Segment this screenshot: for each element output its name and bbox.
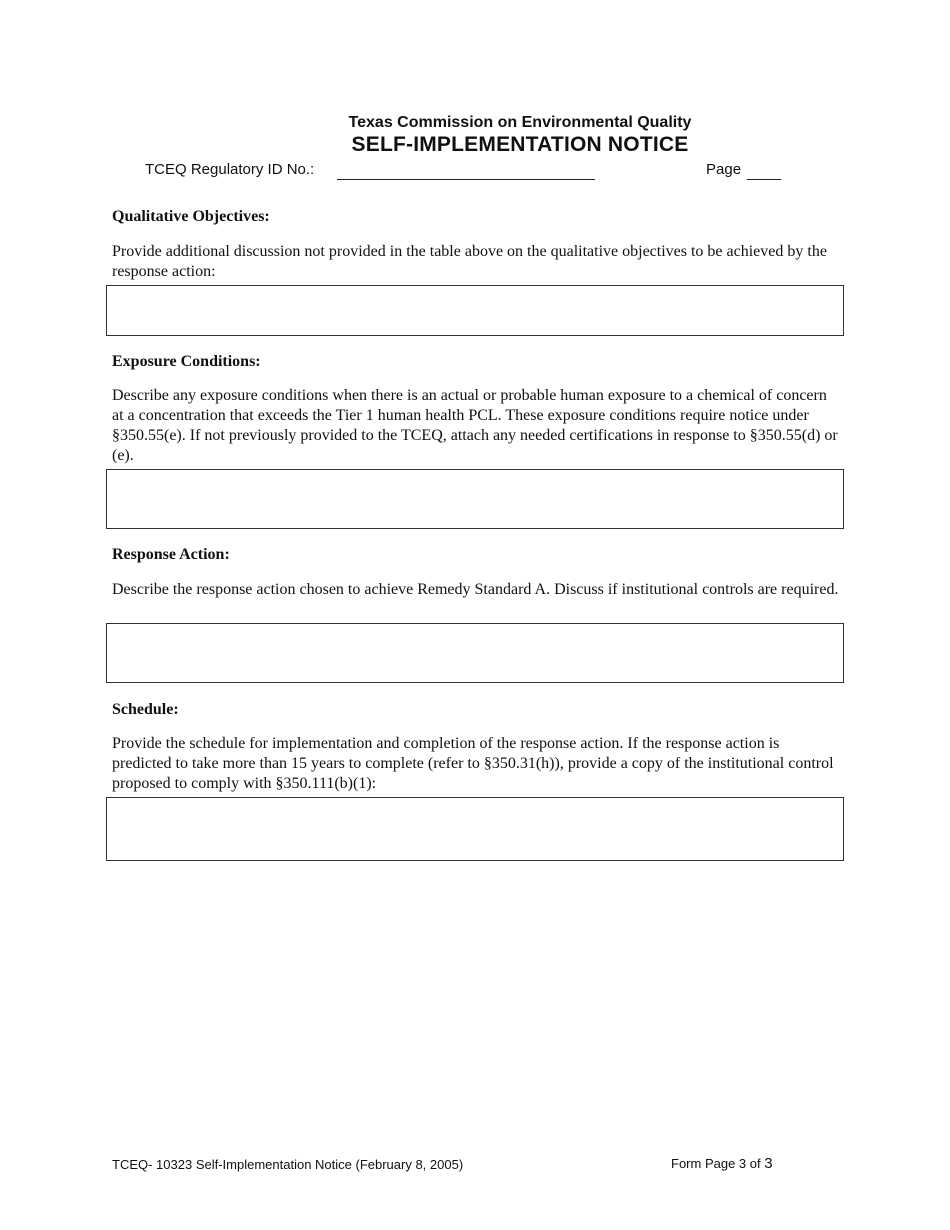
- exposure-conditions-input[interactable]: [106, 469, 844, 529]
- response-action-heading: Response Action:: [112, 546, 230, 563]
- page-number-field[interactable]: [747, 179, 781, 180]
- form-page-prefix: Form Page 3 of: [671, 1156, 761, 1171]
- qualitative-objectives-heading: Qualitative Objectives:: [112, 208, 270, 225]
- form-page-indicator: [671, 1155, 773, 1172]
- form-title: SELF-IMPLEMENTATION NOTICE: [351, 133, 689, 156]
- exposure-conditions-heading: Exposure Conditions:: [112, 353, 261, 370]
- schedule-input[interactable]: [106, 797, 844, 861]
- qualitative-objectives-input[interactable]: [106, 285, 844, 336]
- agency-name: Texas Commission on Environmental Quality: [348, 114, 692, 131]
- form-page-total: 3: [764, 1155, 773, 1172]
- schedule-heading: Schedule:: [112, 701, 179, 718]
- response-action-input[interactable]: [106, 623, 844, 683]
- qualitative-objectives-description: Provide additional discussion not provided in the table above on the qualitative objectives to be achieved by the response action:: [112, 243, 827, 280]
- regulatory-id-field[interactable]: [337, 179, 595, 180]
- schedule-description: Provide the schedule for implementation and completion of the response action. If the response action is predicted to take more than 15 years to complete (refer to §350.31(h)), provide a copy of the institutional control proposed to comply with §350.111(b)(1):: [112, 735, 834, 792]
- exposure-conditions-description: Describe any exposure conditions when there is an actual or probable human exposure to a chemical of concern at a concentration that exceeds the Tier 1 human health PCL. These exposure conditions require notice under §350.55(e). If not previously provided to the TCEQ, attach any needed certifications in response to §350.55(d) or (e).: [112, 387, 838, 464]
- form-identifier: TCEQ- 10323 Self-Implementation Notice (February 8, 2005): [112, 1157, 464, 1172]
- regulatory-id-label: TCEQ Regulatory ID No.:: [145, 161, 315, 178]
- response-action-description: Describe the response action chosen to achieve Remedy Standard A. Discuss if institutional controls are required.: [112, 581, 839, 598]
- page-number-label: Page: [706, 161, 742, 178]
